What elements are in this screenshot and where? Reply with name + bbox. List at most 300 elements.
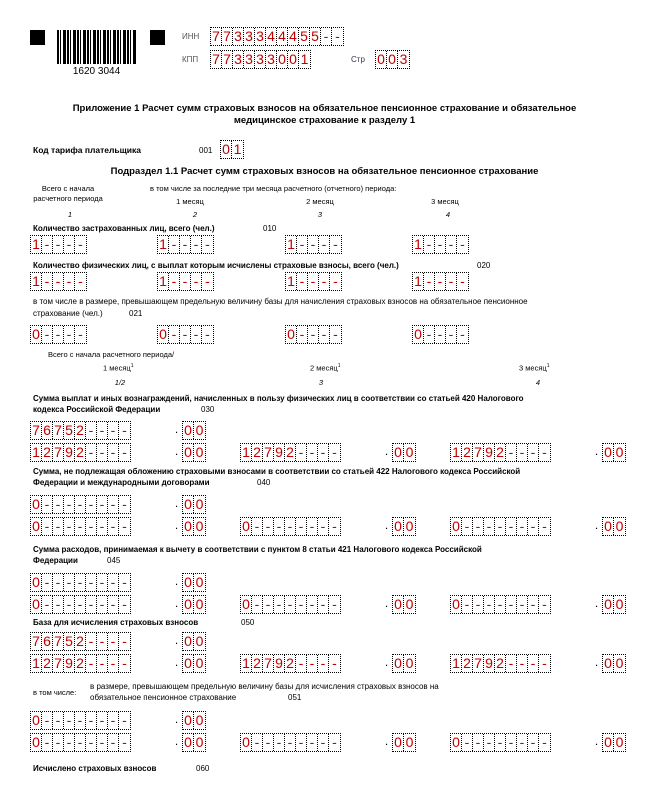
row-040-total-kopecks-field[interactable] xyxy=(182,495,206,514)
char-cell: - xyxy=(75,596,86,613)
char-cell: - xyxy=(446,236,457,253)
char-cell: 0 xyxy=(195,734,204,750)
char-cell: - xyxy=(97,444,108,461)
char-cell: - xyxy=(319,273,330,290)
char-cell: - xyxy=(64,236,75,253)
char-cell: - xyxy=(122,655,127,671)
row-030-total-kopecks-field[interactable] xyxy=(182,421,206,440)
row-021-total-field[interactable] xyxy=(30,325,87,344)
char-cell: - xyxy=(169,273,180,290)
row-030-month3-kopecks-field[interactable] xyxy=(602,443,626,462)
row-051-month1-kopecks-field[interactable] xyxy=(182,733,206,752)
row-021-month2-field[interactable] xyxy=(285,325,342,344)
char-cell: - xyxy=(53,574,64,591)
row-050-total-rubles-field[interactable] xyxy=(30,632,131,651)
subsection-title: Подраздел 1.1 Расчет сумм страховых взносов на обязательное пенсионное страхование xyxy=(110,166,539,177)
char-cell: - xyxy=(263,734,274,751)
row-045-month2-rubles-field[interactable] xyxy=(240,595,341,614)
char-cell: 1 xyxy=(451,655,462,672)
char-cell: 1 xyxy=(31,236,42,253)
char-cell: - xyxy=(462,596,473,613)
char-cell: 0 xyxy=(405,518,414,534)
char-cell: 2 xyxy=(462,655,473,672)
char-cell: - xyxy=(86,574,97,591)
char-cell: - xyxy=(263,518,274,535)
char-cell: - xyxy=(435,236,446,253)
char-cell: - xyxy=(424,273,435,290)
char-cell: 2 xyxy=(462,444,473,461)
row-030-month2-rubles-field[interactable] xyxy=(240,443,341,462)
char-cell: - xyxy=(528,734,539,751)
char-cell: 0 xyxy=(195,518,204,534)
char-cell: - xyxy=(97,655,108,672)
char-cell: 3 xyxy=(233,28,244,45)
row-040-month1-kopecks-field[interactable] xyxy=(182,517,206,536)
char-cell: 1 xyxy=(286,236,297,253)
char-cell: - xyxy=(169,236,180,253)
char-cell: - xyxy=(86,712,97,729)
row-040-month2-rubles-field[interactable] xyxy=(240,517,341,536)
char-cell: 7 xyxy=(31,633,42,650)
char-cell: 9 xyxy=(64,655,75,672)
row-045-month1-rubles-field[interactable] xyxy=(30,595,131,614)
row-051-total-kopecks-field[interactable] xyxy=(182,711,206,730)
char-cell: - xyxy=(108,518,119,535)
char-cell: 2 xyxy=(42,655,53,672)
row-045-total-kopecks-field[interactable] xyxy=(182,573,206,592)
char-cell: - xyxy=(446,273,457,290)
char-cell: - xyxy=(308,273,319,290)
char-cell: - xyxy=(78,273,83,289)
row-050-label: База для исчисления страховых взносов xyxy=(33,618,199,627)
char-cell: 1 xyxy=(241,655,252,672)
char-cell: 0 xyxy=(183,596,194,613)
row-051-total-decimal-point: . xyxy=(174,712,179,726)
char-cell: 0 xyxy=(393,596,404,613)
char-cell: 0 xyxy=(615,734,624,750)
char-cell: 0 xyxy=(195,496,204,512)
char-cell: - xyxy=(64,574,75,591)
char-cell: 0 xyxy=(183,734,194,751)
char-cell: 2 xyxy=(75,655,86,672)
char-cell: 0 xyxy=(451,734,462,751)
char-cell: - xyxy=(97,496,108,513)
char-cell: - xyxy=(108,734,119,751)
char-cell: 9 xyxy=(274,444,285,461)
char-cell: 0 xyxy=(288,51,299,68)
col-month1: 1 месяц xyxy=(176,197,204,206)
row-050-month1-rubles-field[interactable] xyxy=(30,654,131,673)
char-cell: - xyxy=(484,596,495,613)
row-050-code: 050 xyxy=(241,618,255,627)
char-cell: 0 xyxy=(183,574,194,591)
char-cell: - xyxy=(296,444,307,461)
row-021-month3-field[interactable] xyxy=(412,325,469,344)
char-cell: - xyxy=(169,326,180,343)
char-cell: 2 xyxy=(75,444,86,461)
char-cell: 0 xyxy=(183,444,194,461)
char-cell: 0 xyxy=(31,518,42,535)
char-cell: - xyxy=(319,236,330,253)
barcode-image xyxy=(57,30,136,64)
char-cell: 0 xyxy=(603,734,614,751)
char-cell: - xyxy=(97,574,108,591)
char-cell: - xyxy=(205,236,210,252)
char-cell: 0 xyxy=(615,444,624,460)
char-cell: - xyxy=(263,596,274,613)
row-050-month1-kopecks-field[interactable] xyxy=(182,654,206,673)
page-number-field[interactable] xyxy=(375,50,410,69)
char-cell: - xyxy=(75,518,86,535)
char-cell: - xyxy=(307,518,318,535)
row-045-month2-kopecks-field[interactable] xyxy=(392,595,416,614)
col2-num4: 4 xyxy=(535,378,541,387)
char-cell: - xyxy=(86,496,97,513)
char-cell: - xyxy=(318,518,329,535)
char-cell: 0 xyxy=(405,596,414,612)
char-cell: - xyxy=(97,422,108,439)
col-num1: 1 xyxy=(67,210,73,219)
char-cell: 2 xyxy=(252,655,263,672)
char-cell: - xyxy=(78,236,83,252)
row-010-month2-field[interactable] xyxy=(285,235,342,254)
col-num4: 4 xyxy=(445,210,451,219)
char-cell: - xyxy=(308,326,319,343)
char-cell: - xyxy=(274,518,285,535)
char-cell: - xyxy=(296,734,307,751)
char-cell: - xyxy=(108,633,119,650)
row-040-month2-decimal-point: . xyxy=(384,518,389,532)
row-030-month3-rubles-field[interactable] xyxy=(450,443,551,462)
char-cell: 7 xyxy=(473,655,484,672)
row-051-month1-rubles-field[interactable] xyxy=(30,733,131,752)
char-cell: - xyxy=(473,518,484,535)
char-cell: - xyxy=(97,734,108,751)
row-051-total-rubles-field[interactable] xyxy=(30,711,131,730)
char-cell: 3 xyxy=(255,28,266,45)
row-040-month2-kopecks-field[interactable] xyxy=(392,517,416,536)
row-040-month1-rubles-field[interactable] xyxy=(30,517,131,536)
row-050-month3-kopecks-field[interactable] xyxy=(602,654,626,673)
appendix-title-line2: медицинское страхование к разделу 1 xyxy=(233,115,416,126)
row-045-total-rubles-field[interactable] xyxy=(30,573,131,592)
char-cell: - xyxy=(205,273,210,289)
char-cell: - xyxy=(86,422,97,439)
col2-num3: 3 xyxy=(318,378,324,387)
char-cell: 2 xyxy=(495,444,506,461)
char-cell: - xyxy=(285,518,296,535)
char-cell: - xyxy=(473,734,484,751)
char-cell: 0 xyxy=(241,734,252,751)
char-cell: - xyxy=(53,518,64,535)
row-010-month1-field[interactable] xyxy=(157,235,214,254)
char-cell: - xyxy=(64,518,75,535)
char-cell: 5 xyxy=(64,422,75,439)
row-020-total-field[interactable] xyxy=(30,272,87,291)
row-030-total-rubles-field[interactable] xyxy=(30,421,131,440)
char-cell: - xyxy=(332,596,337,612)
col2-num12: 1/2 xyxy=(114,378,126,387)
char-cell: - xyxy=(75,734,86,751)
char-cell: - xyxy=(462,734,473,751)
char-cell: - xyxy=(517,596,528,613)
char-cell: - xyxy=(332,444,337,460)
char-cell: - xyxy=(75,574,86,591)
row-045-total-decimal-point: . xyxy=(174,574,179,588)
char-cell: 7 xyxy=(263,444,274,461)
row-050-total-kopecks-field[interactable] xyxy=(182,632,206,651)
char-cell: 0 xyxy=(31,596,42,613)
char-cell: 2 xyxy=(75,422,86,439)
char-cell: 9 xyxy=(484,655,495,672)
char-cell: - xyxy=(42,273,53,290)
char-cell: 0 xyxy=(241,518,252,535)
row-045-month1-kopecks-field[interactable] xyxy=(182,595,206,614)
char-cell: 0 xyxy=(413,326,424,343)
row-020-month3-field[interactable] xyxy=(412,272,469,291)
char-cell: - xyxy=(108,422,119,439)
row-010-month3-field[interactable] xyxy=(412,235,469,254)
char-cell: 7 xyxy=(211,51,222,68)
char-cell: 0 xyxy=(195,422,204,438)
char-cell: 1 xyxy=(158,273,169,290)
char-cell: 2 xyxy=(252,444,263,461)
row-010-total-field[interactable] xyxy=(30,235,87,254)
char-cell: 0 xyxy=(31,734,42,751)
char-cell: - xyxy=(64,734,75,751)
row-050-month3-decimal-point: . xyxy=(594,655,599,669)
char-cell: - xyxy=(64,273,75,290)
char-cell: 0 xyxy=(405,444,414,460)
char-cell: 7 xyxy=(53,422,64,439)
char-cell: - xyxy=(108,444,119,461)
row-020-month2-field[interactable] xyxy=(285,272,342,291)
row-050-month2-kopecks-field[interactable] xyxy=(392,654,416,673)
row-030-month3-decimal-point: . xyxy=(594,444,599,458)
row-051-label-line1: в размере, превышающем предельную величину базы для исчисления страховых взносов на xyxy=(90,682,439,691)
char-cell: 0 xyxy=(603,655,614,672)
char-cell: - xyxy=(495,734,506,751)
char-cell: 2 xyxy=(285,444,296,461)
row-045-month3-kopecks-field[interactable] xyxy=(602,595,626,614)
char-cell: - xyxy=(122,633,127,649)
char-cell: 0 xyxy=(393,734,404,751)
char-cell: - xyxy=(319,326,330,343)
row-020-code: 020 xyxy=(477,261,491,270)
char-cell: - xyxy=(42,734,53,751)
char-cell: - xyxy=(332,734,337,750)
char-cell: 0 xyxy=(195,596,204,612)
col2-month2: 2 месяц$^1$ xyxy=(310,363,341,373)
char-cell: - xyxy=(78,326,83,342)
row-051-incl: в том числе: xyxy=(33,688,77,697)
char-cell: - xyxy=(332,518,337,534)
char-cell: - xyxy=(97,596,108,613)
char-cell: - xyxy=(285,734,296,751)
row-030-month1-rubles-field[interactable] xyxy=(30,443,131,462)
inn-label: ИНН xyxy=(182,32,200,41)
char-cell: 0 xyxy=(183,422,194,439)
char-cell: 0 xyxy=(393,444,404,461)
row-010-label: Количество застрахованных лиц, всего (чел.) xyxy=(33,224,215,233)
char-cell: 2 xyxy=(75,633,86,650)
char-cell: 0 xyxy=(376,51,387,68)
row-050-month3-rubles-field[interactable] xyxy=(450,654,551,673)
row-050-month2-rubles-field[interactable] xyxy=(240,654,341,673)
inn-field[interactable] xyxy=(210,27,344,46)
char-cell: - xyxy=(333,326,338,342)
char-cell: - xyxy=(252,518,263,535)
char-cell: 0 xyxy=(195,655,204,671)
row-021-month1-field[interactable] xyxy=(157,325,214,344)
char-cell: - xyxy=(122,496,127,512)
col-month3: 3 месяц xyxy=(431,197,459,206)
char-cell: - xyxy=(528,596,539,613)
char-cell: - xyxy=(528,444,539,461)
char-cell: 2 xyxy=(285,655,296,672)
char-cell: 3 xyxy=(244,51,255,68)
char-cell: 1 xyxy=(158,236,169,253)
row-051-month3-rubles-field[interactable] xyxy=(450,733,551,752)
char-cell: - xyxy=(108,596,119,613)
tariff-label: Код тарифа плательщика xyxy=(33,145,142,155)
col-total-line2: расчетного периода xyxy=(33,194,103,203)
char-cell: - xyxy=(318,655,329,672)
row-051-month2-rubles-field[interactable] xyxy=(240,733,341,752)
page-label: Стр xyxy=(351,55,365,64)
col2-month1: 1 месяц$^1$ xyxy=(103,363,134,373)
char-cell: 0 xyxy=(31,326,42,343)
char-cell: - xyxy=(86,655,97,672)
row-030-month2-kopecks-field[interactable] xyxy=(392,443,416,462)
char-cell: 0 xyxy=(405,734,414,750)
char-cell: 7 xyxy=(53,444,64,461)
row-040-total-rubles-field[interactable] xyxy=(30,495,131,514)
row-045-month3-rubles-field[interactable] xyxy=(450,595,551,614)
char-cell: 1 xyxy=(31,273,42,290)
row-021-label-line1: в том числе в размере, превышающем предельную величину базы для начисления страховых взносов на обязательное пенсионное xyxy=(33,297,528,306)
char-cell: 0 xyxy=(195,574,204,590)
char-cell: - xyxy=(460,236,465,252)
char-cell: 0 xyxy=(286,326,297,343)
char-cell: 3 xyxy=(255,51,266,68)
char-cell: 7 xyxy=(222,28,233,45)
row-040-month3-kopecks-field[interactable] xyxy=(602,517,626,536)
col-num2: 2 xyxy=(192,210,198,219)
col2-month3: 3 месяц$^1$ xyxy=(519,363,550,373)
barcode-number: 1620 3044 xyxy=(72,66,121,77)
row-051-month2-kopecks-field[interactable] xyxy=(392,733,416,752)
char-cell: - xyxy=(318,734,329,751)
char-cell: - xyxy=(296,655,307,672)
char-cell: 9 xyxy=(484,444,495,461)
row-020-label: Количество физических лиц, с выплат которым исчислены страховые взносы, всего (чел.) xyxy=(33,261,399,270)
char-cell: 5 xyxy=(64,633,75,650)
char-cell: - xyxy=(191,236,202,253)
row-030-label-line1: Сумма выплат и иных вознаграждений, начисленных в пользу физических лиц в соответствии со статьей 420 Налогового xyxy=(33,394,524,403)
char-cell: 1 xyxy=(413,236,424,253)
char-cell: 9 xyxy=(274,655,285,672)
char-cell: 6 xyxy=(42,633,53,650)
tariff-field[interactable] xyxy=(220,140,244,159)
char-cell: - xyxy=(274,734,285,751)
char-cell: 0 xyxy=(183,633,194,650)
kpp-field[interactable] xyxy=(210,50,311,69)
row-020-month1-field[interactable] xyxy=(157,272,214,291)
char-cell: 0 xyxy=(183,655,194,672)
char-cell: 0 xyxy=(183,496,194,513)
char-cell: - xyxy=(108,712,119,729)
char-cell: 3 xyxy=(399,51,408,67)
char-cell: - xyxy=(205,326,210,342)
char-cell: - xyxy=(75,496,86,513)
row-040-total-decimal-point: . xyxy=(174,496,179,510)
char-cell: - xyxy=(297,236,308,253)
char-cell: - xyxy=(42,236,53,253)
col-num3: 3 xyxy=(317,210,323,219)
row-050-month2-decimal-point: . xyxy=(384,655,389,669)
char-cell: 0 xyxy=(195,712,204,728)
char-cell: - xyxy=(542,444,547,460)
char-cell: - xyxy=(86,518,97,535)
char-cell: - xyxy=(86,633,97,650)
char-cell: - xyxy=(484,734,495,751)
row-060-code: 060 xyxy=(196,764,210,773)
char-cell: 9 xyxy=(64,444,75,461)
char-cell: - xyxy=(53,496,64,513)
char-cell: 4 xyxy=(277,28,288,45)
char-cell: - xyxy=(542,518,547,534)
char-cell: - xyxy=(446,326,457,343)
char-cell: 1 xyxy=(300,51,309,67)
char-cell: - xyxy=(435,326,446,343)
char-cell: 0 xyxy=(31,712,42,729)
char-cell: - xyxy=(297,273,308,290)
char-cell: - xyxy=(495,518,506,535)
char-cell: 0 xyxy=(405,655,414,671)
char-cell: 7 xyxy=(222,51,233,68)
char-cell: - xyxy=(97,633,108,650)
char-cell: - xyxy=(542,596,547,612)
char-cell: - xyxy=(424,326,435,343)
tariff-code: 001 xyxy=(199,146,213,155)
row-040-month3-decimal-point: . xyxy=(594,518,599,532)
row-051-month3-kopecks-field[interactable] xyxy=(602,733,626,752)
char-cell: 0 xyxy=(158,326,169,343)
char-cell: - xyxy=(97,518,108,535)
char-cell: - xyxy=(484,518,495,535)
char-cell: 7 xyxy=(53,633,64,650)
row-030-month1-kopecks-field[interactable] xyxy=(182,443,206,462)
char-cell: - xyxy=(53,712,64,729)
char-cell: 0 xyxy=(195,444,204,460)
char-cell: - xyxy=(86,596,97,613)
row-021-label-line2: страхование (чел.) xyxy=(33,309,103,318)
char-cell: 7 xyxy=(473,444,484,461)
row-045-code: 045 xyxy=(107,556,121,565)
char-cell: 0 xyxy=(615,596,624,612)
char-cell: - xyxy=(122,734,127,750)
char-cell: - xyxy=(97,712,108,729)
char-cell: 2 xyxy=(42,444,53,461)
char-cell: - xyxy=(53,236,64,253)
char-cell: - xyxy=(42,712,53,729)
col2-total-text: Всего с начала расчетного периода/ xyxy=(48,350,175,359)
row-030-label-line2: кодекса Российской Федерации xyxy=(33,405,161,414)
char-cell: - xyxy=(252,596,263,613)
char-cell: 4 xyxy=(266,28,277,45)
row-040-month3-rubles-field[interactable] xyxy=(450,517,551,536)
